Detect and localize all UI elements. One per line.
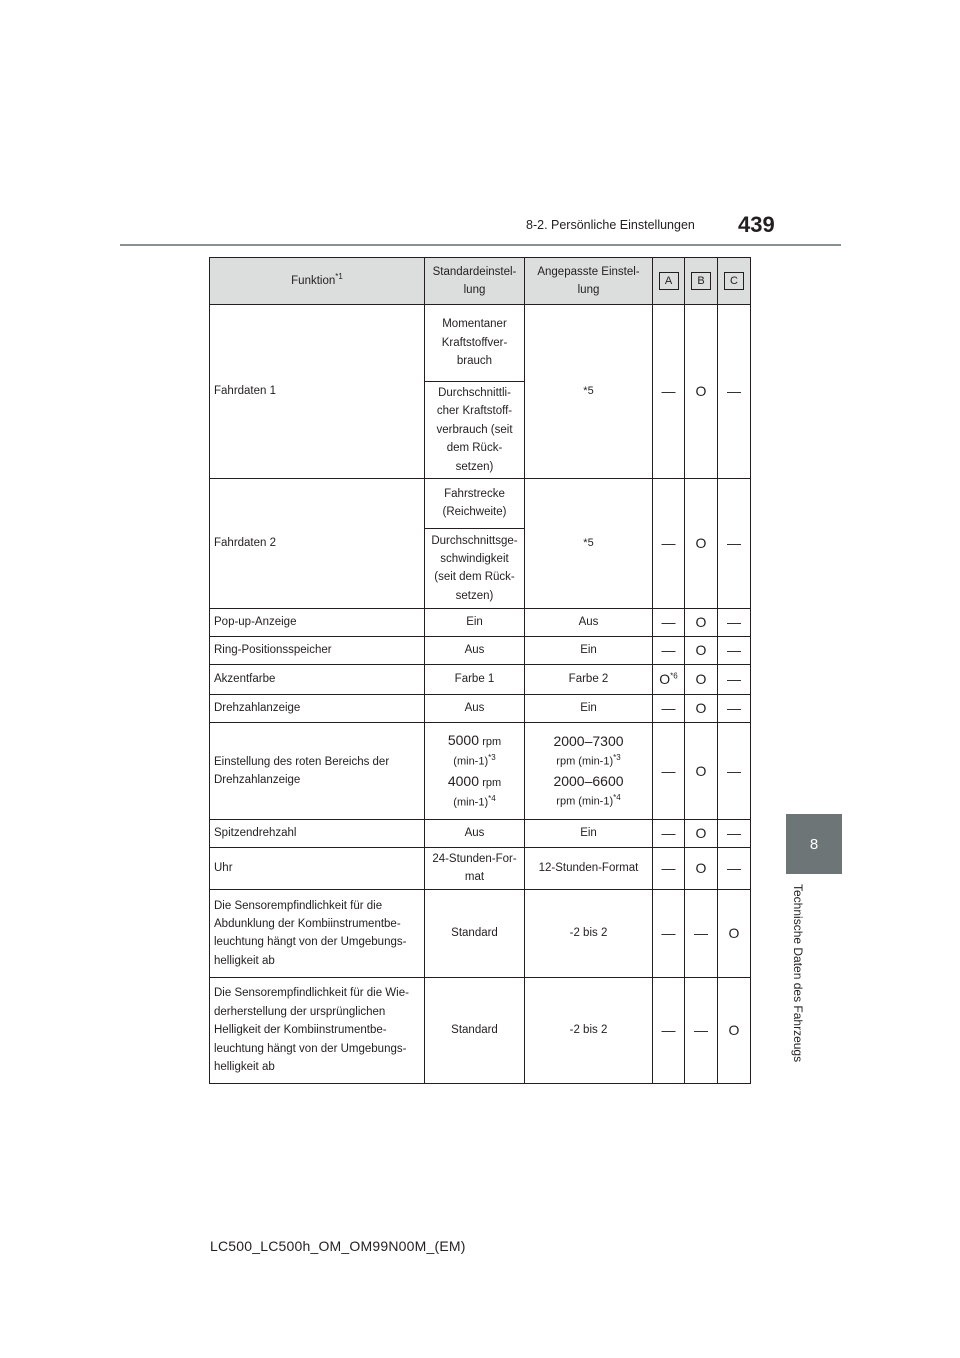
row-b: O <box>685 636 718 664</box>
row-a: — <box>653 608 685 636</box>
row-c: — <box>718 722 751 819</box>
row-c: — <box>718 819 751 847</box>
row-c: O <box>718 977 751 1083</box>
row-c: — <box>718 636 751 664</box>
row-custom: Aus <box>525 608 653 636</box>
chapter-label: Technische Daten des Fahrzeugs <box>791 884 805 1063</box>
header-angepasst: Angepasste Einstel-lung <box>525 258 653 305</box>
row-custom: *5 <box>525 305 653 479</box>
row-custom: -2 bis 2 <box>525 977 653 1083</box>
row-custom: *5 <box>525 478 653 608</box>
table-row <box>210 664 751 694</box>
row-standard: Fahrstrecke (Reichweite) <box>425 478 525 528</box>
row-name: Uhr <box>210 847 425 889</box>
table-row <box>210 694 751 722</box>
header-c: C <box>718 258 751 305</box>
row-standard: Aus <box>425 694 525 722</box>
document-footer: LC500_LC500h_OM_OM99N00M_(EM) <box>210 1238 466 1254</box>
row-b: O <box>685 819 718 847</box>
row-name: Ring-Positionsspeicher <box>210 636 425 664</box>
row-c: — <box>718 305 751 479</box>
section-title: 8-2. Persönliche Einstellungen <box>526 218 695 232</box>
row-custom: Ein <box>525 819 653 847</box>
row-standard: Durchschnittsge-schwindigkeit (seit dem Rück-setzen) <box>425 528 525 608</box>
chapter-number: 8 <box>809 835 819 853</box>
row-b: O <box>685 478 718 608</box>
row-c: — <box>718 847 751 889</box>
row-name: Die Sensorempfindlichkeit für die Abdunklung der Kombiinstrumentbe-leuchtung hängt von der Umgebungs-helligkeit ab <box>210 889 425 977</box>
row-custom: Ein <box>525 694 653 722</box>
row-custom: Farbe 2 <box>525 664 653 694</box>
row-standard: Standard <box>425 977 525 1083</box>
row-b: O <box>685 694 718 722</box>
row-name: Fahrdaten 1 <box>210 305 425 479</box>
row-custom: 2000–7300 rpm $(\min-1)^{*3}$ 2000–6600 rpm $(\min-1)^{*4}$ <box>525 722 653 819</box>
row-standard: Durchschnittli-cher Kraftstoff-verbrauch (seit dem Rück-setzen) <box>425 382 525 479</box>
row-name: Einstellung des roten Bereichs der Drehzahlanzeige <box>210 722 425 819</box>
header-divider <box>120 244 841 246</box>
row-standard: Standard <box>425 889 525 977</box>
row-name: Spitzendrehzahl <box>210 819 425 847</box>
row-standard: Aus <box>425 819 525 847</box>
row-a: — <box>653 889 685 977</box>
table-row <box>210 478 751 528</box>
row-c: — <box>718 608 751 636</box>
table-row <box>210 889 751 977</box>
chapter-tab <box>786 814 842 874</box>
row-a: — <box>653 977 685 1083</box>
table-row <box>210 305 751 382</box>
row-a: — <box>653 478 685 608</box>
row-name: Pop-up-Anzeige <box>210 608 425 636</box>
row-a: — <box>653 819 685 847</box>
table-row <box>210 722 751 819</box>
row-c: — <box>718 664 751 694</box>
row-a: — <box>653 694 685 722</box>
row-b: — <box>685 977 718 1083</box>
row-a: $O^{*6}$ <box>653 664 685 694</box>
header-standard: Standardeinstel-lung <box>425 258 525 305</box>
row-a: — <box>653 847 685 889</box>
row-custom: -2 bis 2 <box>525 889 653 977</box>
table-row <box>210 977 751 1083</box>
header-b: B <box>685 258 718 305</box>
row-b: — <box>685 889 718 977</box>
header-a: A <box>653 258 685 305</box>
row-custom: Ein <box>525 636 653 664</box>
row-standard: Aus <box>425 636 525 664</box>
table-row <box>210 608 751 636</box>
row-b: O <box>685 722 718 819</box>
row-name: Die Sensorempfindlichkeit für die Wie-derherstellung der ursprünglichen Helligkeit der Kombiinstrumentbe-leuchtung hängt von der Umgebungs-helligkeit ab <box>210 977 425 1083</box>
table-row <box>210 847 751 889</box>
table-header-row <box>210 258 751 305</box>
row-a: — <box>653 305 685 479</box>
table-row <box>210 636 751 664</box>
row-b: O <box>685 608 718 636</box>
row-c: — <box>718 694 751 722</box>
row-b: O <box>685 847 718 889</box>
row-name: Fahrdaten 2 <box>210 478 425 608</box>
row-standard: 24-Stunden-For-mat <box>425 847 525 889</box>
row-custom: 12-Stunden-Format <box>525 847 653 889</box>
row-standard: Farbe 1 <box>425 664 525 694</box>
row-standard: 5000 rpm $(\min-1)^{*3}$ 4000 rpm $(\min-1)^{*4}$ <box>425 722 525 819</box>
row-a: — <box>653 636 685 664</box>
row-a: — <box>653 722 685 819</box>
page-number: 439 <box>738 212 775 237</box>
row-b: O <box>685 664 718 694</box>
row-name: Drehzahlanzeige <box>210 694 425 722</box>
row-standard: Ein <box>425 608 525 636</box>
row-c: O <box>718 889 751 977</box>
row-name: Akzentfarbe <box>210 664 425 694</box>
table-row <box>210 819 751 847</box>
header-funktion: Funktion$^{*1}$ <box>210 258 425 305</box>
settings-table <box>209 257 751 1084</box>
row-standard: Momentaner Kraftstoffver-brauch <box>425 305 525 382</box>
row-b: O <box>685 305 718 479</box>
row-c: — <box>718 478 751 608</box>
